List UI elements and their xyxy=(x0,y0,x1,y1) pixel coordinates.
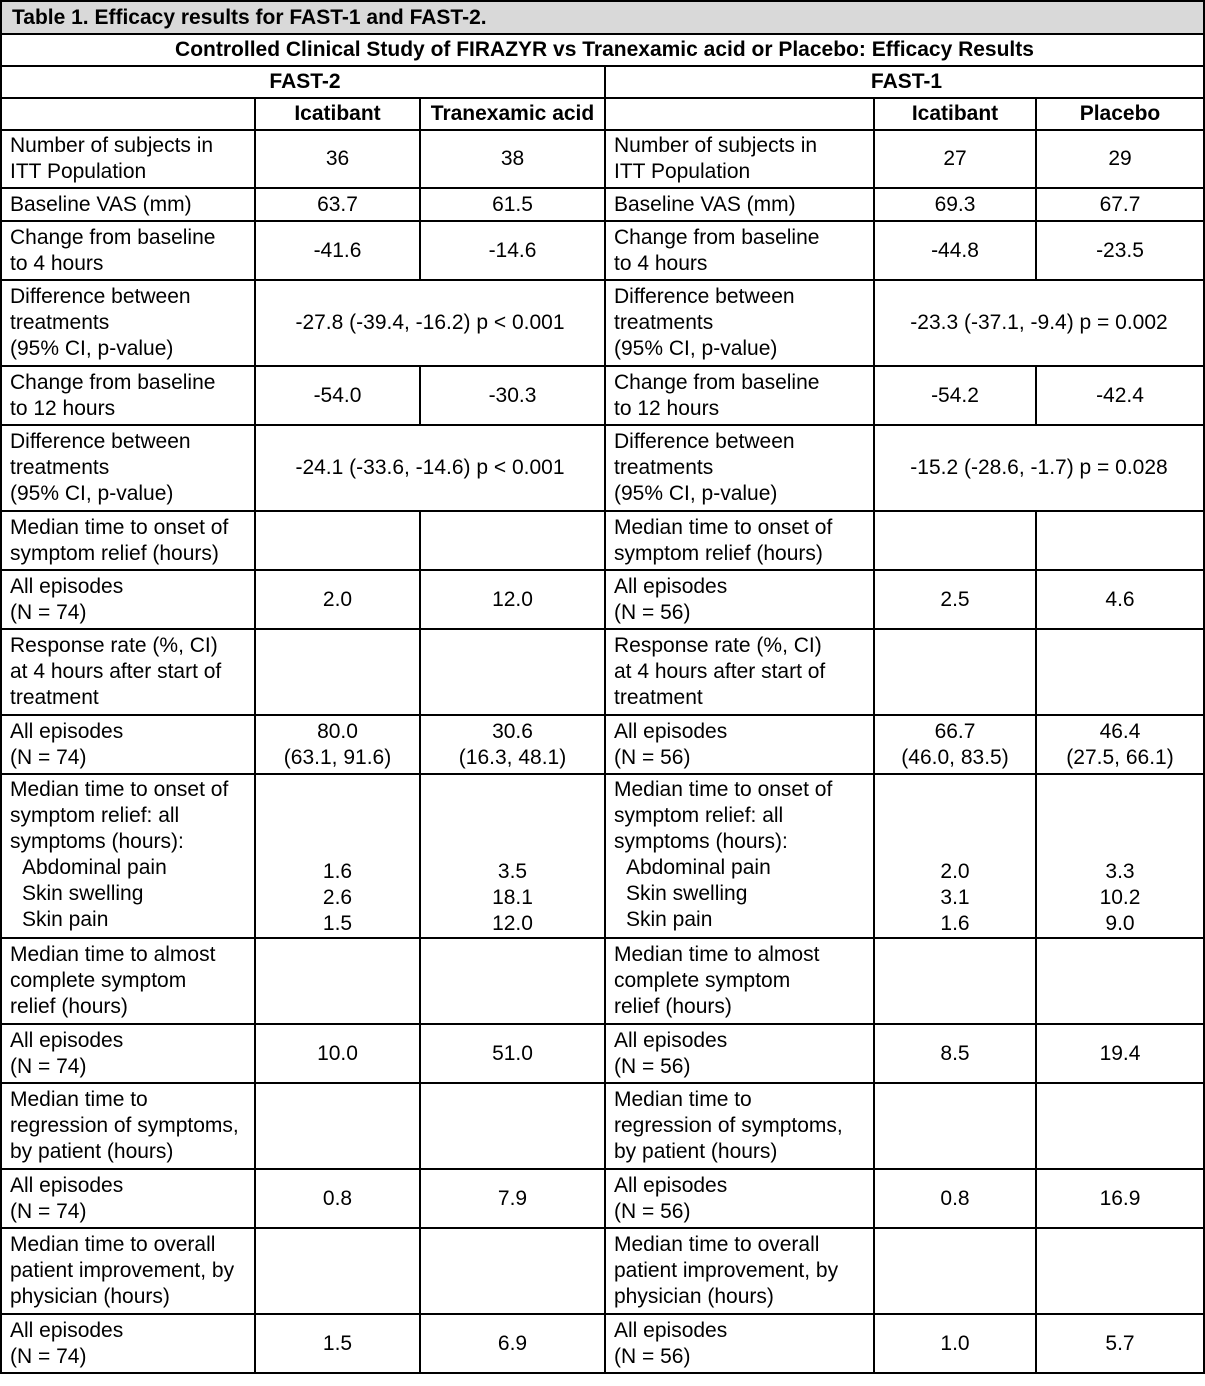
cell-value: 46.4 (27.5, 66.1) xyxy=(1036,715,1204,774)
row-label: Median time to onset of symptom relief (hours) xyxy=(1,511,255,570)
cell-value: 2.0 3.1 1.6 xyxy=(874,774,1036,938)
table-caption-row xyxy=(1,1,1204,34)
row-label: Response rate (%, CI) at 4 hours after start of treatment xyxy=(1,629,255,715)
row-label: Median time to almost complete symptom relief (hours) xyxy=(605,938,874,1024)
empty-cell xyxy=(420,511,605,570)
table-row xyxy=(1,1314,1204,1373)
cell-value: 51.0 xyxy=(420,1024,605,1083)
table-row xyxy=(1,1169,1204,1228)
cell-value: -23.5 xyxy=(1036,221,1204,280)
row-label: All episodes (N = 74) xyxy=(1,1314,255,1373)
empty-cell xyxy=(255,938,420,1024)
row-label-main: Median time to onset of symptom relief: all symptoms (hours): xyxy=(10,778,229,853)
row-label: All episodes (N = 56) xyxy=(605,1169,874,1228)
row-label: Median time to overall patient improvement, by physician (hours) xyxy=(1,1228,255,1314)
cell-value: 2.0 xyxy=(255,570,420,629)
cell-value: -14.6 xyxy=(420,221,605,280)
empty-cell xyxy=(1036,938,1204,1024)
cell-value: 1.6 2.6 1.5 xyxy=(255,774,420,938)
cell-value: 10.0 xyxy=(255,1024,420,1083)
treatment-difference-left: -27.8 (-39.4, -16.2) p < 0.001 xyxy=(255,280,605,366)
row-label: Number of subjects in ITT Population xyxy=(1,130,255,188)
cell-value: 2.5 xyxy=(874,570,1036,629)
row-label: All episodes (N = 74) xyxy=(1,1169,255,1228)
cell-value: 12.0 xyxy=(420,570,605,629)
column-header-icatibant-right: Icatibant xyxy=(874,98,1036,130)
row-label: Difference between treatments (95% CI, p-value) xyxy=(1,425,255,511)
cell-value: 27 xyxy=(874,130,1036,188)
column-header-icatibant-left: Icatibant xyxy=(255,98,420,130)
cell-value: 3.5 18.1 12.0 xyxy=(420,774,605,938)
row-label: Number of subjects in ITT Population xyxy=(605,130,874,188)
sub-label-skin-swelling: Skin swelling xyxy=(22,882,144,905)
empty-cell xyxy=(1036,1228,1204,1314)
row-label: Change from baseline to 4 hours xyxy=(1,221,255,280)
empty-cell xyxy=(1036,629,1204,715)
cell-value: 1.0 xyxy=(874,1314,1036,1373)
cell-value: 4.6 xyxy=(1036,570,1204,629)
row-label: Response rate (%, CI) at 4 hours after start of treatment xyxy=(605,629,874,715)
sub-label-skin-pain: Skin pain xyxy=(626,908,713,931)
empty-cell xyxy=(255,1083,420,1169)
row-label xyxy=(1,774,255,938)
cell-value: 66.7 (46.0, 83.5) xyxy=(874,715,1036,774)
row-label: Baseline VAS (mm) xyxy=(1,188,255,221)
empty-cell xyxy=(874,629,1036,715)
column-header-tranexamic-acid: Tranexamic acid xyxy=(420,98,605,130)
table-row xyxy=(1,188,1204,221)
cell-value: 7.9 xyxy=(420,1169,605,1228)
cell-value: 16.9 xyxy=(1036,1169,1204,1228)
empty-header-left xyxy=(1,98,255,130)
cell-value: 61.5 xyxy=(420,188,605,221)
row-label: All episodes (N = 56) xyxy=(605,1024,874,1083)
row-label: Difference between treatments (95% CI, p-value) xyxy=(605,425,874,511)
empty-cell xyxy=(420,1083,605,1169)
cell-value: 8.5 xyxy=(874,1024,1036,1083)
sub-label-abdominal-pain: Abdominal pain xyxy=(22,856,167,879)
empty-cell xyxy=(420,938,605,1024)
row-label: All episodes (N = 56) xyxy=(605,1314,874,1373)
cell-value: 29 xyxy=(1036,130,1204,188)
empty-header-right xyxy=(605,98,874,130)
cell-value: 1.5 xyxy=(255,1314,420,1373)
cell-value: 36 xyxy=(255,130,420,188)
table-row xyxy=(1,774,1204,938)
row-label: Change from baseline to 12 hours xyxy=(1,366,255,425)
row-label: All episodes (N = 74) xyxy=(1,715,255,774)
treatment-difference-right: -15.2 (-28.6, -1.7) p = 0.028 xyxy=(874,425,1204,511)
table-row xyxy=(1,715,1204,774)
empty-cell xyxy=(420,629,605,715)
row-label: All episodes (N = 56) xyxy=(605,715,874,774)
row-label: Difference between treatments (95% CI, p-value) xyxy=(605,280,874,366)
table-row xyxy=(1,938,1204,1024)
cell-value: 0.8 xyxy=(255,1169,420,1228)
table-row xyxy=(1,280,1204,366)
cell-value: 63.7 xyxy=(255,188,420,221)
empty-cell xyxy=(255,511,420,570)
cell-value: -54.2 xyxy=(874,366,1036,425)
row-label: Difference between treatments (95% CI, p-value) xyxy=(1,280,255,366)
cell-value: -30.3 xyxy=(420,366,605,425)
study-name-left: FAST-2 xyxy=(1,66,605,98)
empty-cell xyxy=(874,938,1036,1024)
empty-cell xyxy=(1036,1083,1204,1169)
row-label: Median time to regression of symptoms, by patient (hours) xyxy=(1,1083,255,1169)
row-label: Baseline VAS (mm) xyxy=(605,188,874,221)
cell-value: 80.0 (63.1, 91.6) xyxy=(255,715,420,774)
table-row xyxy=(1,570,1204,629)
study-name-right: FAST-1 xyxy=(605,66,1204,98)
row-label: All episodes (N = 74) xyxy=(1,1024,255,1083)
sub-label-skin-swelling: Skin swelling xyxy=(626,882,748,905)
cell-value: 0.8 xyxy=(874,1169,1036,1228)
cell-value: 38 xyxy=(420,130,605,188)
table-row xyxy=(1,221,1204,280)
treatment-difference-right: -23.3 (-37.1, -9.4) p = 0.002 xyxy=(874,280,1204,366)
row-label: All episodes (N = 74) xyxy=(1,570,255,629)
table-row xyxy=(1,425,1204,511)
table-title: Controlled Clinical Study of FIRAZYR vs Tranexamic acid or Placebo: Efficacy Results xyxy=(1,34,1204,66)
sub-label-skin-pain: Skin pain xyxy=(22,908,109,931)
column-header-placebo: Placebo xyxy=(1036,98,1204,130)
column-header-row xyxy=(1,98,1204,130)
table-row xyxy=(1,130,1204,188)
sub-label-abdominal-pain: Abdominal pain xyxy=(626,856,771,879)
table-row xyxy=(1,1083,1204,1169)
treatment-difference-left: -24.1 (-33.6, -14.6) p < 0.001 xyxy=(255,425,605,511)
table-row xyxy=(1,366,1204,425)
cell-value: 30.6 (16.3, 48.1) xyxy=(420,715,605,774)
cell-value: -54.0 xyxy=(255,366,420,425)
cell-value: 5.7 xyxy=(1036,1314,1204,1373)
row-label: Median time to almost complete symptom relief (hours) xyxy=(1,938,255,1024)
row-label-main: Median time to onset of symptom relief: all symptoms (hours): xyxy=(614,778,833,853)
table-row xyxy=(1,629,1204,715)
row-label xyxy=(605,774,874,938)
row-label: Change from baseline to 12 hours xyxy=(605,366,874,425)
cell-value: -42.4 xyxy=(1036,366,1204,425)
cell-value: 6.9 xyxy=(420,1314,605,1373)
table-title-row xyxy=(1,34,1204,66)
cell-value: 3.3 10.2 9.0 xyxy=(1036,774,1204,938)
table-caption: Table 1. Efficacy results for FAST-1 and FAST-2. xyxy=(1,1,1204,34)
empty-cell xyxy=(874,511,1036,570)
empty-cell xyxy=(874,1228,1036,1314)
row-label: Change from baseline to 4 hours xyxy=(605,221,874,280)
cell-value: -41.6 xyxy=(255,221,420,280)
row-label: Median time to overall patient improvement, by physician (hours) xyxy=(605,1228,874,1314)
empty-cell xyxy=(1036,511,1204,570)
cell-value: 19.4 xyxy=(1036,1024,1204,1083)
empty-cell xyxy=(255,1228,420,1314)
table-row xyxy=(1,511,1204,570)
cell-value: 67.7 xyxy=(1036,188,1204,221)
empty-cell xyxy=(874,1083,1036,1169)
table-row xyxy=(1,1228,1204,1314)
study-header-row xyxy=(1,66,1204,98)
empty-cell xyxy=(255,629,420,715)
row-label: Median time to regression of symptoms, by patient (hours) xyxy=(605,1083,874,1169)
table-row xyxy=(1,1024,1204,1083)
row-label: Median time to onset of symptom relief (hours) xyxy=(605,511,874,570)
empty-cell xyxy=(420,1228,605,1314)
cell-value: -44.8 xyxy=(874,221,1036,280)
cell-value: 69.3 xyxy=(874,188,1036,221)
row-label: All episodes (N = 56) xyxy=(605,570,874,629)
